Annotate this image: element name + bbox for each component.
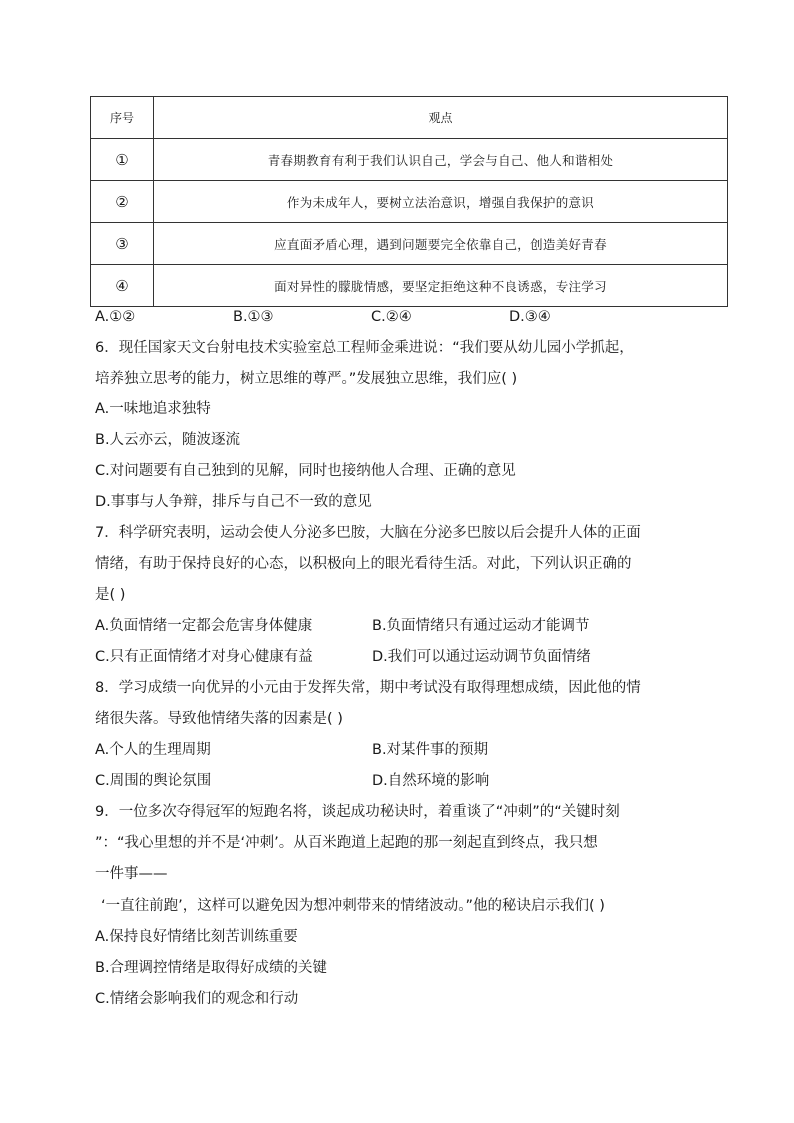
row-view: 应直面矛盾心理，遇到问题要完全依靠自己，创造美好青春 <box>154 223 728 265</box>
q6-option-c: C.对问题要有自己独到的见解，同时也接纳他人合理、正确的意见 <box>95 463 516 479</box>
table-row <box>91 265 728 307</box>
row-number: ③ <box>91 223 154 265</box>
row-number: ② <box>91 181 154 223</box>
q9-option-c: C.情绪会影响我们的观念和行动 <box>95 991 299 1007</box>
table-header-row <box>91 97 728 139</box>
table-row <box>91 139 728 181</box>
row-view: 作为未成年人，要树立法治意识，增强自我保护的意识 <box>154 181 728 223</box>
header-no: 序号 <box>91 97 154 139</box>
q5-option-b: B.①③ <box>233 309 274 325</box>
q5-option-a: A.①② <box>95 309 136 325</box>
header-view: 观点 <box>154 97 728 139</box>
q7-stem-line: 7．科学研究表明，运动会使人分泌多巴胺，大脑在分泌多巴胺以后会提升人体的正面 <box>95 525 641 541</box>
q9-option-b: B.合理调控情绪是取得好成绩的关键 <box>95 960 328 976</box>
q9-stem-line: 一件事—— <box>95 866 168 882</box>
q8-option-c: C.周围的舆论氛围 <box>95 773 212 789</box>
q6-option-d: D.事事与人争辩，排斥与自己不一致的意见 <box>95 494 372 510</box>
table-row <box>91 181 728 223</box>
q7-option-b: B.负面情绪只有通过运动才能调节 <box>372 618 590 634</box>
q9-stem-line: 9．一位多次夺得冠军的短跑名将，谈起成功秘诀时，着重谈了“冲刺”的“关键时刻 <box>95 804 620 820</box>
q7-stem-line: 是( ) <box>95 587 126 603</box>
q6-option-b: B.人云亦云，随波逐流 <box>95 432 241 448</box>
q5-option-c: C.②④ <box>371 309 412 325</box>
q7-option-a: A.负面情绪一定都会危害身体健康 <box>95 618 313 634</box>
q8-option-d: D.自然环境的影响 <box>372 773 490 789</box>
table-row <box>91 223 728 265</box>
q8-option-b: B.对某件事的预期 <box>372 742 489 758</box>
q7-stem-line: 情绪，有助于保持良好的心态，以积极向上的眼光看待生活。对此，下列认识正确的 <box>95 556 632 572</box>
q8-stem-line: 绪很失落。导致他情绪失落的因素是( ) <box>95 711 343 727</box>
q6-stem-line: 6．现任国家天文台射电技术实验室总工程师金乘进说：“我们要从幼儿园小学抓起， <box>95 340 634 356</box>
q7-option-c: C.只有正面情绪才对身心健康有益 <box>95 649 313 665</box>
q9-option-a: A.保持良好情绪比刻苦训练重要 <box>95 929 298 945</box>
q9-stem-line: ”：“我心里想的并不是‘冲刺’。从百米跑道上起跑的那一刻起直到终点，我只想 <box>95 835 598 851</box>
q8-option-a: A.个人的生理周期 <box>95 742 211 758</box>
q7-option-d: D.我们可以通过运动调节负面情绪 <box>372 649 591 665</box>
opinion-table <box>90 96 728 307</box>
row-view: 面对异性的朦胧情感，要坚定拒绝这种不良诱惑，专注学习 <box>154 265 728 307</box>
q6-option-a: A.一味地追求独特 <box>95 401 211 417</box>
q6-stem-line: 培养独立思考的能力，树立思维的尊严。”发展独立思维，我们应( ) <box>95 371 518 387</box>
q8-stem-line: 8．学习成绩一向优异的小元由于发挥失常，期中考试没有取得理想成绩，因此他的情 <box>95 680 641 696</box>
q9-stem-line: ‘一直往前跑’，这样可以避免因为想冲刺带来的情绪波动。”他的秘诀启示我们( ) <box>101 898 605 914</box>
row-number: ④ <box>91 265 154 307</box>
row-number: ① <box>91 139 154 181</box>
row-view: 青春期教育有利于我们认识自己，学会与自己、他人和谐相处 <box>154 139 728 181</box>
q5-option-d: D.③④ <box>509 309 551 325</box>
